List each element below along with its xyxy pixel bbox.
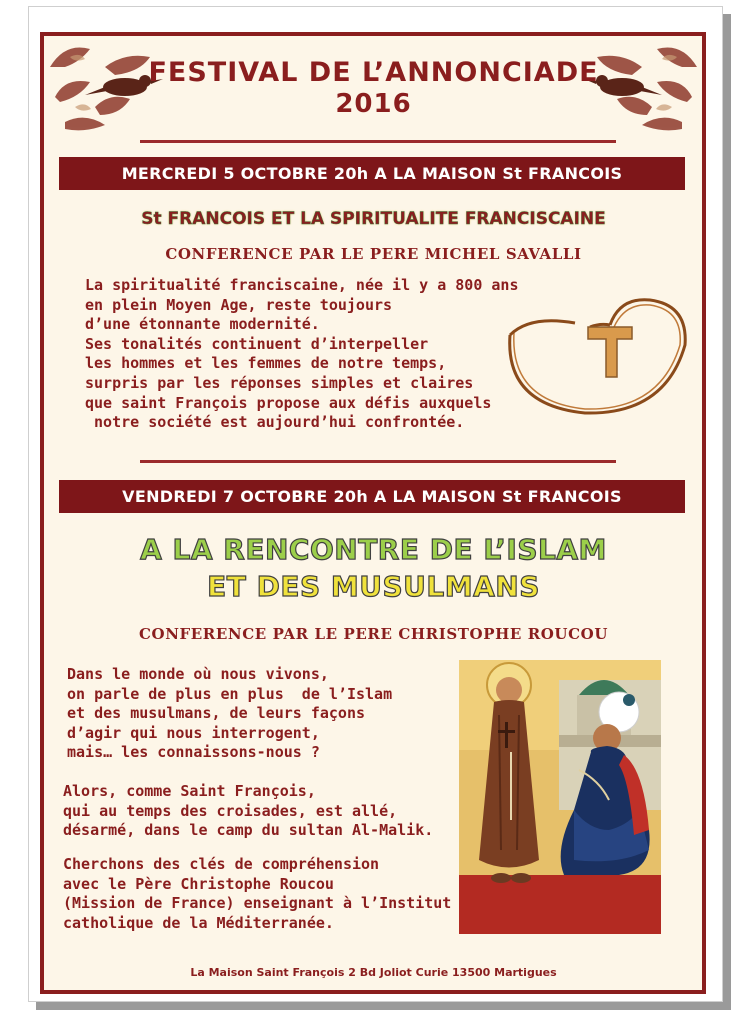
event1-subtitle: St FRANCOIS ET LA SPIRITUALITE FRANCISCAINE — [141, 209, 606, 229]
tau-cross-pendant-image — [490, 285, 690, 420]
event2-title-line1: A LA RENCONTRE DE L’ISLAM — [140, 533, 607, 566]
event1-description: La spiritualité franciscaine, née il y a 800 ans en plein Moyen Age, reste toujours d’une étonnante modernité. Ses tonalités continuent d’interpeller les hommes et les femmes de notre temps, surpris par les réponses simples et claires que saint François propose aux défis auxquels notre société est aujourd’hui confrontée. — [85, 276, 519, 432]
event2-description-2: Alors, comme Saint François, qui au temps des croisades, est allé, désarmé, dans le camp du sultan Al-Malik. — [63, 782, 434, 840]
festival-title: FESTIVAL DE L’ANNONCIADE — [148, 57, 599, 88]
festival-year: 2016 — [335, 89, 412, 119]
event2-date-banner: VENDREDI 7 OCTOBRE 20h A LA MAISON St FRANCOIS — [59, 480, 685, 513]
header-divider — [140, 140, 616, 143]
event2-description-1: Dans le monde où nous vivons, on parle de plus en plus de l’Islam et des musulmans, de leurs façons d’agir qui nous interrogent, mais… les connaissons-nous ? — [67, 665, 393, 762]
event2-conference-speaker: CONFERENCE PAR LE PERE CHRISTOPHE ROUCOU — [138, 625, 608, 643]
event2-title-line2: ET DES MUSULMANS — [207, 570, 540, 603]
saint-francis-and-sultan-icon-image — [459, 660, 661, 934]
event1-date-banner: MERCREDI 5 OCTOBRE 20h A LA MAISON St FRANCOIS — [59, 157, 685, 190]
section-divider — [140, 460, 616, 463]
event1-conference-speaker: CONFERENCE PAR LE PERE MICHEL SAVALLI — [165, 245, 582, 263]
venue-address: La Maison Saint François 2 Bd Joliot Curie 13500 Martigues — [190, 966, 557, 979]
event2-description-3: Cherchons des clés de compréhension avec le Père Christophe Roucou (Mission de France) enseignant à l’Institut catholique de la Méditerranée. — [63, 855, 452, 932]
